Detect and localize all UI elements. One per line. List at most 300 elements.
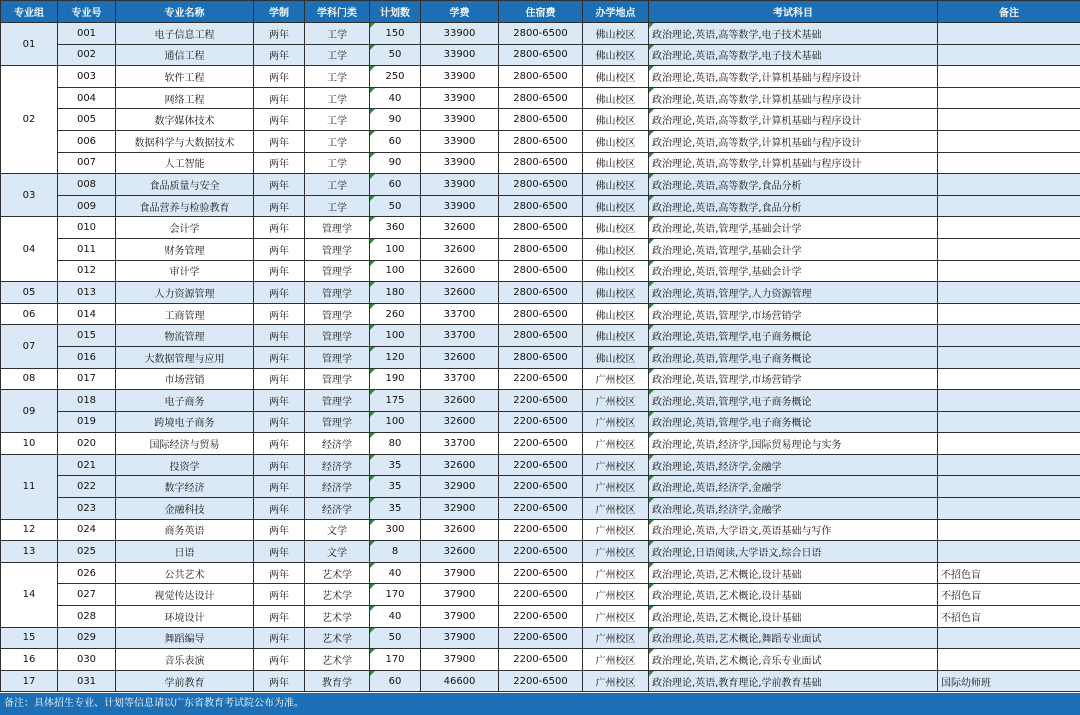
- plan-count-cell: 35: [370, 454, 421, 476]
- major-code-cell: 025: [58, 541, 116, 563]
- campus-cell: 广州校区: [583, 541, 649, 563]
- accommodation-fee-cell: 2800-6500: [499, 23, 583, 45]
- discipline-cell: 管理学: [305, 238, 370, 260]
- tuition-cell: 37900: [421, 562, 499, 584]
- duration-cell: 两年: [254, 325, 305, 347]
- duration-cell: 两年: [254, 433, 305, 455]
- campus-cell: 佛山校区: [583, 346, 649, 368]
- major-code-cell: 005: [58, 109, 116, 131]
- col-header: 计划数: [370, 1, 421, 23]
- exam-subjects-cell: 政治理论,英语,管理学,电子商务概论: [649, 390, 938, 412]
- accommodation-fee-cell: 2200-6500: [499, 368, 583, 390]
- plan-count-cell: 80: [370, 433, 421, 455]
- major-name-cell: 财务管理: [116, 238, 254, 260]
- major-name-cell: 投资学: [116, 454, 254, 476]
- tuition-cell: 37900: [421, 627, 499, 649]
- major-code-cell: 007: [58, 152, 116, 174]
- exam-subjects-cell: 政治理论,英语,管理学,基础会计学: [649, 238, 938, 260]
- remark-cell: 不招色盲: [938, 562, 1080, 584]
- discipline-cell: 工学: [305, 23, 370, 45]
- discipline-cell: 工学: [305, 109, 370, 131]
- discipline-cell: 艺术学: [305, 627, 370, 649]
- campus-cell: 佛山校区: [583, 109, 649, 131]
- tuition-cell: 32600: [421, 411, 499, 433]
- col-header: 专业名称: [116, 1, 254, 23]
- major-name-cell: 日语: [116, 541, 254, 563]
- plan-count-cell: 170: [370, 584, 421, 606]
- plan-count-cell: 50: [370, 627, 421, 649]
- table-row: [1, 476, 1080, 498]
- discipline-cell: 管理学: [305, 390, 370, 412]
- discipline-cell: 经济学: [305, 433, 370, 455]
- accommodation-fee-cell: 2800-6500: [499, 325, 583, 347]
- col-header: 专业组: [1, 1, 58, 23]
- major-code-cell: 031: [58, 670, 116, 692]
- duration-cell: 两年: [254, 282, 305, 304]
- tuition-cell: 33900: [421, 44, 499, 66]
- accommodation-fee-cell: 2800-6500: [499, 282, 583, 304]
- duration-cell: 两年: [254, 130, 305, 152]
- col-header: 办学地点: [583, 1, 649, 23]
- major-code-cell: 014: [58, 303, 116, 325]
- major-code-cell: 012: [58, 260, 116, 282]
- duration-cell: 两年: [254, 109, 305, 131]
- major-code-cell: 028: [58, 606, 116, 628]
- footer-note: 备注：具体招生专业、计划等信息请以广东省教育考试院公布为准。: [0, 693, 1080, 715]
- plan-count-cell: 260: [370, 303, 421, 325]
- accommodation-fee-cell: 2800-6500: [499, 346, 583, 368]
- duration-cell: 两年: [254, 649, 305, 671]
- group-cell: 05: [1, 282, 58, 304]
- group-cell: 07: [1, 325, 58, 368]
- discipline-cell: 管理学: [305, 282, 370, 304]
- major-code-cell: 003: [58, 66, 116, 88]
- group-cell: 09: [1, 390, 58, 433]
- major-name-cell: 数字经济: [116, 476, 254, 498]
- discipline-cell: 工学: [305, 87, 370, 109]
- group-cell: 14: [1, 562, 58, 627]
- tuition-cell: 33900: [421, 87, 499, 109]
- table-row: [1, 282, 1080, 304]
- duration-cell: 两年: [254, 260, 305, 282]
- duration-cell: 两年: [254, 87, 305, 109]
- campus-cell: 佛山校区: [583, 303, 649, 325]
- table-row: [1, 174, 1080, 196]
- duration-cell: 两年: [254, 627, 305, 649]
- major-code-cell: 015: [58, 325, 116, 347]
- exam-subjects-cell: 政治理论,英语,高等数学,计算机基础与程序设计: [649, 87, 938, 109]
- remark-cell: [938, 260, 1080, 282]
- remark-cell: 国际幼师班: [938, 670, 1080, 692]
- accommodation-fee-cell: 2200-6500: [499, 390, 583, 412]
- campus-cell: 佛山校区: [583, 174, 649, 196]
- exam-subjects-cell: 政治理论,英语,高等数学,食品分析: [649, 195, 938, 217]
- remark-cell: [938, 109, 1080, 131]
- plan-count-cell: 35: [370, 498, 421, 520]
- plan-count-cell: 60: [370, 174, 421, 196]
- table-row: [1, 346, 1080, 368]
- plan-count-cell: 60: [370, 670, 421, 692]
- major-code-cell: 024: [58, 519, 116, 541]
- group-cell: 17: [1, 670, 58, 692]
- table-row: [1, 303, 1080, 325]
- plan-count-cell: 50: [370, 195, 421, 217]
- major-code-cell: 002: [58, 44, 116, 66]
- table-row: [1, 23, 1080, 45]
- table-row: [1, 130, 1080, 152]
- discipline-cell: 管理学: [305, 260, 370, 282]
- duration-cell: 两年: [254, 562, 305, 584]
- exam-subjects-cell: 政治理论,英语,艺术概论,设计基础: [649, 562, 938, 584]
- campus-cell: 佛山校区: [583, 66, 649, 88]
- accommodation-fee-cell: 2200-6500: [499, 476, 583, 498]
- table-row: [1, 390, 1080, 412]
- accommodation-fee-cell: 2800-6500: [499, 195, 583, 217]
- col-header: 学费: [421, 1, 499, 23]
- major-name-cell: 人工智能: [116, 152, 254, 174]
- tuition-cell: 32600: [421, 519, 499, 541]
- discipline-cell: 管理学: [305, 411, 370, 433]
- remark-cell: [938, 649, 1080, 671]
- duration-cell: 两年: [254, 519, 305, 541]
- exam-subjects-cell: 政治理论,英语,高等数学,食品分析: [649, 174, 938, 196]
- exam-subjects-cell: 政治理论,英语,高等数学,计算机基础与程序设计: [649, 109, 938, 131]
- remark-cell: [938, 152, 1080, 174]
- tuition-cell: 32600: [421, 238, 499, 260]
- major-name-cell: 学前教育: [116, 670, 254, 692]
- major-name-cell: 跨境电子商务: [116, 411, 254, 433]
- major-code-cell: 013: [58, 282, 116, 304]
- remark-cell: [938, 282, 1080, 304]
- tuition-cell: 33900: [421, 130, 499, 152]
- plan-count-cell: 300: [370, 519, 421, 541]
- major-name-cell: 舞蹈编导: [116, 627, 254, 649]
- accommodation-fee-cell: 2800-6500: [499, 217, 583, 239]
- discipline-cell: 工学: [305, 174, 370, 196]
- plan-count-cell: 40: [370, 87, 421, 109]
- tuition-cell: 32600: [421, 217, 499, 239]
- plan-count-cell: 190: [370, 368, 421, 390]
- major-name-cell: 市场营销: [116, 368, 254, 390]
- col-header: 专业号: [58, 1, 116, 23]
- table-row: [1, 562, 1080, 584]
- tuition-cell: 33900: [421, 152, 499, 174]
- plan-count-cell: 170: [370, 649, 421, 671]
- major-name-cell: 物流管理: [116, 325, 254, 347]
- exam-subjects-cell: 政治理论,英语,管理学,基础会计学: [649, 260, 938, 282]
- discipline-cell: 工学: [305, 130, 370, 152]
- major-name-cell: 视觉传达设计: [116, 584, 254, 606]
- table-row: [1, 411, 1080, 433]
- major-name-cell: 环境设计: [116, 606, 254, 628]
- campus-cell: 佛山校区: [583, 217, 649, 239]
- group-cell: 06: [1, 303, 58, 325]
- major-name-cell: 网络工程: [116, 87, 254, 109]
- major-name-cell: 商务英语: [116, 519, 254, 541]
- duration-cell: 两年: [254, 498, 305, 520]
- exam-subjects-cell: 政治理论,英语,管理学,电子商务概论: [649, 325, 938, 347]
- duration-cell: 两年: [254, 670, 305, 692]
- campus-cell: 佛山校区: [583, 152, 649, 174]
- discipline-cell: 工学: [305, 44, 370, 66]
- remark-cell: [938, 368, 1080, 390]
- remark-cell: [938, 23, 1080, 45]
- plan-count-cell: 40: [370, 562, 421, 584]
- plan-count-cell: 90: [370, 152, 421, 174]
- remark-cell: [938, 174, 1080, 196]
- duration-cell: 两年: [254, 411, 305, 433]
- duration-cell: 两年: [254, 303, 305, 325]
- table-row: [1, 368, 1080, 390]
- exam-subjects-cell: 政治理论,英语,经济学,金融学: [649, 498, 938, 520]
- duration-cell: 两年: [254, 368, 305, 390]
- exam-subjects-cell: 政治理论,英语,高等数学,计算机基础与程序设计: [649, 130, 938, 152]
- campus-cell: 广州校区: [583, 627, 649, 649]
- group-cell: 04: [1, 217, 58, 282]
- campus-cell: 佛山校区: [583, 87, 649, 109]
- tuition-cell: 33700: [421, 325, 499, 347]
- major-code-cell: 021: [58, 454, 116, 476]
- group-cell: 10: [1, 433, 58, 455]
- exam-subjects-cell: 政治理论,英语,教育理论,学前教育基础: [649, 670, 938, 692]
- campus-cell: 佛山校区: [583, 260, 649, 282]
- exam-subjects-cell: 政治理论,英语,高等数学,计算机基础与程序设计: [649, 152, 938, 174]
- group-cell: 15: [1, 627, 58, 649]
- remark-cell: [938, 411, 1080, 433]
- plan-count-cell: 180: [370, 282, 421, 304]
- exam-subjects-cell: 政治理论,英语,艺术概论,舞蹈专业面试: [649, 627, 938, 649]
- campus-cell: 广州校区: [583, 454, 649, 476]
- exam-subjects-cell: 政治理论,英语,艺术概论,设计基础: [649, 584, 938, 606]
- exam-subjects-cell: 政治理论,英语,管理学,市场营销学: [649, 368, 938, 390]
- exam-subjects-cell: 政治理论,英语,经济学,金融学: [649, 476, 938, 498]
- major-name-cell: 通信工程: [116, 44, 254, 66]
- accommodation-fee-cell: 2200-6500: [499, 433, 583, 455]
- tuition-cell: 33700: [421, 433, 499, 455]
- major-code-cell: 030: [58, 649, 116, 671]
- group-cell: 02: [1, 66, 58, 174]
- campus-cell: 广州校区: [583, 476, 649, 498]
- table-row: [1, 498, 1080, 520]
- remark-cell: [938, 195, 1080, 217]
- duration-cell: 两年: [254, 476, 305, 498]
- tuition-cell: 32600: [421, 541, 499, 563]
- campus-cell: 佛山校区: [583, 282, 649, 304]
- major-name-cell: 金融科技: [116, 498, 254, 520]
- accommodation-fee-cell: 2800-6500: [499, 174, 583, 196]
- accommodation-fee-cell: 2200-6500: [499, 498, 583, 520]
- table-body: [1, 23, 1080, 692]
- discipline-cell: 工学: [305, 152, 370, 174]
- group-cell: 03: [1, 174, 58, 217]
- accommodation-fee-cell: 2800-6500: [499, 66, 583, 88]
- campus-cell: 佛山校区: [583, 23, 649, 45]
- campus-cell: 广州校区: [583, 498, 649, 520]
- duration-cell: 两年: [254, 238, 305, 260]
- duration-cell: 两年: [254, 606, 305, 628]
- accommodation-fee-cell: 2800-6500: [499, 109, 583, 131]
- remark-cell: [938, 238, 1080, 260]
- remark-cell: [938, 325, 1080, 347]
- discipline-cell: 管理学: [305, 368, 370, 390]
- accommodation-fee-cell: 2200-6500: [499, 649, 583, 671]
- accommodation-fee-cell: 2200-6500: [499, 411, 583, 433]
- remark-cell: [938, 346, 1080, 368]
- major-name-cell: 电子信息工程: [116, 23, 254, 45]
- exam-subjects-cell: 政治理论,英语,管理学,市场营销学: [649, 303, 938, 325]
- table-row: [1, 238, 1080, 260]
- remark-cell: [938, 390, 1080, 412]
- accommodation-fee-cell: 2200-6500: [499, 584, 583, 606]
- campus-cell: 广州校区: [583, 670, 649, 692]
- duration-cell: 两年: [254, 44, 305, 66]
- group-cell: 16: [1, 649, 58, 671]
- group-cell: 11: [1, 454, 58, 519]
- plan-count-cell: 50: [370, 44, 421, 66]
- tuition-cell: 32900: [421, 498, 499, 520]
- duration-cell: 两年: [254, 584, 305, 606]
- table-row: [1, 66, 1080, 88]
- major-name-cell: 食品营养与检验教育: [116, 195, 254, 217]
- plan-count-cell: 100: [370, 325, 421, 347]
- table-row: [1, 670, 1080, 692]
- exam-subjects-cell: 政治理论,英语,高等数学,电子技术基础: [649, 23, 938, 45]
- major-name-cell: 数字媒体技术: [116, 109, 254, 131]
- remark-cell: [938, 87, 1080, 109]
- major-code-cell: 010: [58, 217, 116, 239]
- table-row: [1, 195, 1080, 217]
- discipline-cell: 艺术学: [305, 606, 370, 628]
- table-row: [1, 541, 1080, 563]
- campus-cell: 广州校区: [583, 584, 649, 606]
- table-row: [1, 44, 1080, 66]
- campus-cell: 广州校区: [583, 433, 649, 455]
- group-cell: 01: [1, 23, 58, 66]
- accommodation-fee-cell: 2800-6500: [499, 130, 583, 152]
- accommodation-fee-cell: 2200-6500: [499, 541, 583, 563]
- campus-cell: 广州校区: [583, 368, 649, 390]
- tuition-cell: 32600: [421, 282, 499, 304]
- duration-cell: 两年: [254, 454, 305, 476]
- plan-count-cell: 250: [370, 66, 421, 88]
- tuition-cell: 37900: [421, 584, 499, 606]
- major-name-cell: 工商管理: [116, 303, 254, 325]
- duration-cell: 两年: [254, 217, 305, 239]
- plan-count-cell: 35: [370, 476, 421, 498]
- major-code-cell: 020: [58, 433, 116, 455]
- campus-cell: 广州校区: [583, 562, 649, 584]
- tuition-cell: 32600: [421, 346, 499, 368]
- major-name-cell: 公共艺术: [116, 562, 254, 584]
- exam-subjects-cell: 政治理论,英语,高等数学,计算机基础与程序设计: [649, 66, 938, 88]
- duration-cell: 两年: [254, 66, 305, 88]
- remark-cell: [938, 454, 1080, 476]
- plan-count-cell: 8: [370, 541, 421, 563]
- exam-subjects-cell: 政治理论,日语阅读,大学语文,综合日语: [649, 541, 938, 563]
- campus-cell: 广州校区: [583, 390, 649, 412]
- accommodation-fee-cell: 2800-6500: [499, 44, 583, 66]
- accommodation-fee-cell: 2800-6500: [499, 152, 583, 174]
- major-name-cell: 软件工程: [116, 66, 254, 88]
- col-header: 备注: [938, 1, 1080, 23]
- discipline-cell: 文学: [305, 541, 370, 563]
- plan-count-cell: 100: [370, 411, 421, 433]
- tuition-cell: 33700: [421, 303, 499, 325]
- accommodation-fee-cell: 2800-6500: [499, 238, 583, 260]
- table-row: [1, 649, 1080, 671]
- exam-subjects-cell: 政治理论,英语,管理学,电子商务概论: [649, 346, 938, 368]
- tuition-cell: 33900: [421, 23, 499, 45]
- discipline-cell: 管理学: [305, 325, 370, 347]
- tuition-cell: 33700: [421, 368, 499, 390]
- major-code-cell: 011: [58, 238, 116, 260]
- accommodation-fee-cell: 2200-6500: [499, 627, 583, 649]
- exam-subjects-cell: 政治理论,英语,大学语文,英语基础与写作: [649, 519, 938, 541]
- table-row: [1, 584, 1080, 606]
- plan-count-cell: 40: [370, 606, 421, 628]
- major-name-cell: 大数据管理与应用: [116, 346, 254, 368]
- discipline-cell: 工学: [305, 195, 370, 217]
- table-row: [1, 433, 1080, 455]
- table-row: [1, 627, 1080, 649]
- tuition-cell: 33900: [421, 109, 499, 131]
- major-name-cell: 数据科学与大数据技术: [116, 130, 254, 152]
- remark-cell: 不招色盲: [938, 606, 1080, 628]
- exam-subjects-cell: 政治理论,英语,经济学,国际贸易理论与实务: [649, 433, 938, 455]
- table-row: [1, 109, 1080, 131]
- tuition-cell: 37900: [421, 606, 499, 628]
- discipline-cell: 管理学: [305, 217, 370, 239]
- col-header: 学科门类: [305, 1, 370, 23]
- remark-cell: [938, 44, 1080, 66]
- major-code-cell: 006: [58, 130, 116, 152]
- exam-subjects-cell: 政治理论,英语,艺术概论,设计基础: [649, 606, 938, 628]
- campus-cell: 广州校区: [583, 606, 649, 628]
- tuition-cell: 37900: [421, 649, 499, 671]
- major-code-cell: 022: [58, 476, 116, 498]
- discipline-cell: 文学: [305, 519, 370, 541]
- tuition-cell: 32600: [421, 260, 499, 282]
- campus-cell: 佛山校区: [583, 195, 649, 217]
- remark-cell: [938, 433, 1080, 455]
- major-code-cell: 023: [58, 498, 116, 520]
- table-row: [1, 325, 1080, 347]
- campus-cell: 佛山校区: [583, 44, 649, 66]
- major-code-cell: 029: [58, 627, 116, 649]
- major-name-cell: 电子商务: [116, 390, 254, 412]
- table-row: [1, 606, 1080, 628]
- major-code-cell: 019: [58, 411, 116, 433]
- discipline-cell: 管理学: [305, 346, 370, 368]
- remark-cell: [938, 498, 1080, 520]
- major-code-cell: 018: [58, 390, 116, 412]
- campus-cell: 佛山校区: [583, 238, 649, 260]
- duration-cell: 两年: [254, 195, 305, 217]
- plan-count-cell: 175: [370, 390, 421, 412]
- remark-cell: [938, 66, 1080, 88]
- plan-count-cell: 100: [370, 238, 421, 260]
- table-row: [1, 152, 1080, 174]
- table-row: [1, 217, 1080, 239]
- campus-cell: 佛山校区: [583, 325, 649, 347]
- major-name-cell: 人力资源管理: [116, 282, 254, 304]
- tuition-cell: 32900: [421, 476, 499, 498]
- discipline-cell: 经济学: [305, 498, 370, 520]
- duration-cell: 两年: [254, 23, 305, 45]
- campus-cell: 广州校区: [583, 519, 649, 541]
- discipline-cell: 教育学: [305, 670, 370, 692]
- accommodation-fee-cell: 2800-6500: [499, 260, 583, 282]
